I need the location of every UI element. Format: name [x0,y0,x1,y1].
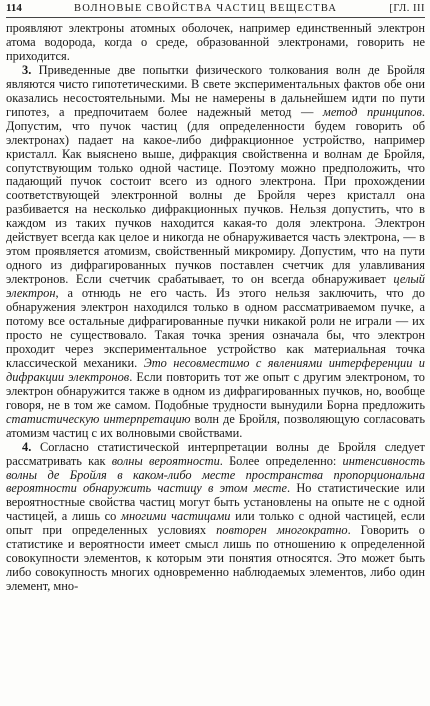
emphasis: целый электрон [6,272,425,301]
paragraph-number: 3. [22,62,32,77]
emphasis: волны вероятности [111,453,220,468]
emphasis: интенсивность волны де Бройля в каком-либо месте пространства пропорциональна вероятности обнаружить частицу в этом месте [6,453,425,496]
paragraph-text: проявляют электроны атомных оболочек, например единственный электрон атома водорода, когда о среде, образованной электронами, говорить не приходится. [6,21,425,63]
emphasis: повторен многократно [216,523,348,538]
text-run: . Если повторить тот же опыт с другим электроном, то электрон обнаружится также в одном из дифрагированных пучков, но, вообще говоря, не в том же самом. Подобные трудности вынудили Борна предложить [6,369,425,412]
running-title: ВОЛНОВЫЕ СВОЙСТВА ЧАСТИЦ ВЕЩЕСТВА [74,3,338,14]
body-text [6,22,425,594]
emphasis: метод принципов [322,104,422,119]
paragraph-3 [6,64,425,441]
chapter-marker: [ГЛ. III [389,3,425,14]
text-run: волн де Бройля, позволяющую согласовать атомизм частиц с их волновыми свойствами. [6,411,425,440]
paragraph-number: 4. [22,439,32,454]
text-run: . Более определенно: [219,453,343,468]
emphasis: статистическую интерпретацию [6,411,191,426]
text-run: Согласно статистической интерпретации волны де Бройля следует рассматривать как [6,439,425,468]
page-number: 114 [6,2,22,14]
text-run: . Допустим, что пучок частиц (для определенности будем говорить об электронах) падает на какое-либо дифракционное устройство, например кристалл. Как выяснено выше, дифракция свойственна и волнам де Бройля, сопутствующим только одной частице. Поэтому можно предположить, что падающий пучок состоит всего из одного электрона. При прохождении соответствующей электронной волны де Бройля через кристалл она разбивается на несколько дифракционных пучков. Нельзя допустить, что в каждом из таких пучков находится какая-то доля электрона. Электрон действует всегда как целое и никогда не обнаруживается часть электрона, — в этом проявляется атомизм, свойственный микромиру. Допустим, что на пути одного из дифрагированных пучков поставлен счетчик для улавливания электронов. Если счетчик срабатывает, то он всегда обнаруживает [6,104,425,287]
text-run: Приведенные две попытки физического толкования волн де Бройля являются чисто гипотетическими. В свете экспериментальных фактов обе они оказались несостоятельными. Мы не намерены в дальнейшем идти по пути гипотез, а предпочитаем более надежный метод — [6,62,425,119]
emphasis: многими частицами [121,509,231,524]
text-run: или только с одной частицей, если опыт при определенных условиях [6,509,426,538]
running-header [6,2,425,18]
text-run: . Говорить о статистике и вероятности имеет смысл лишь по отношению к определенной совокупности элементов, к которым эти понятия относятся. Это может быть либо совокупность многих одновременно наблюдаемых элементов, либо один элемент, мно- [6,523,425,594]
text-run: . Но статистические или вероятностные свойства частиц могут быть установлены на опыте не с одной частицей, а лишь со [6,481,425,524]
paragraph-4 [6,441,425,594]
paragraph-continuation [6,22,425,64]
emphasis: Это несовместимо с явлениями интерференции и дифракции электронов [6,355,425,384]
text-run: , а отнюдь не его часть. Из этого нельзя заключить, что до обнаружения электрон находился только в одном рассматриваемом пучке, а потому все остальные дифрагированные пучки никакой роли не играли — их просто не существовало. Такая точка зрения означала бы, что электрон проходит через экспериментальное устройство как материальная точка классической механики. [6,286,425,370]
